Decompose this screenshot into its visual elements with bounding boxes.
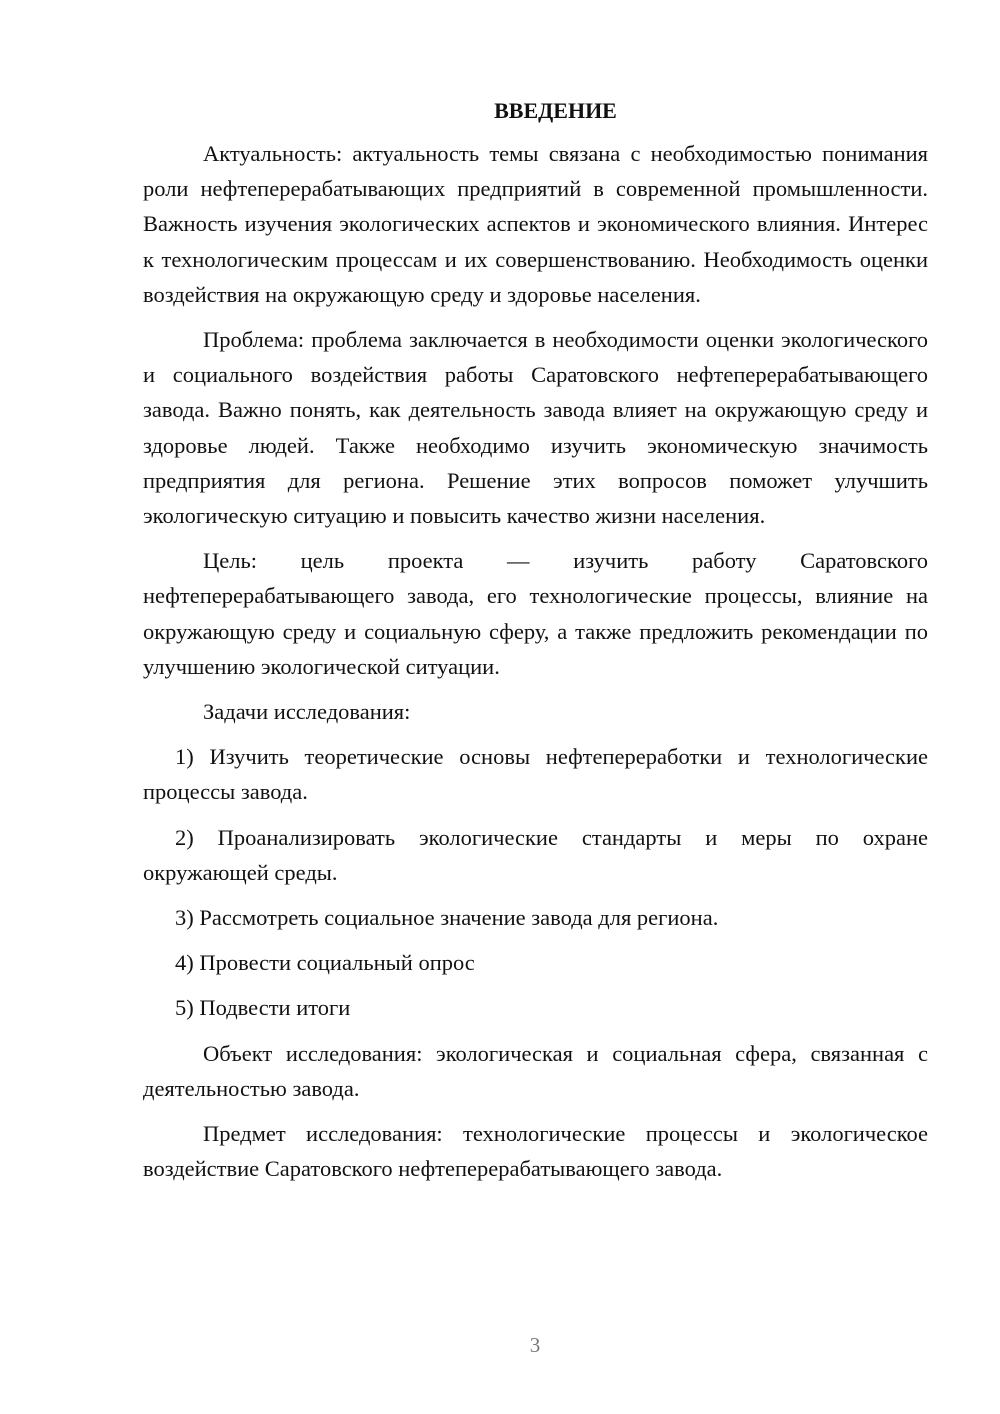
tasks-heading: Задачи исследования:	[203, 699, 411, 725]
task-item-4: 4) Провести социальный опрос	[175, 950, 475, 976]
section-title: ВВЕДЕНИЕ	[494, 98, 617, 123]
problem-paragraph: Проблема: проблема заключается в необходимости оценки экологического и социального воздействия работы Саратовского нефтеперерабатывающего завода. Важно понять, как деятельность завода влияет на окружающую среду и здоровье людей. Также необходимо изучить экономическую значимость предприятия для региона. Решение этих вопросов поможет улучшить экологическую ситуацию и повысить качество жизни населения.	[143, 327, 928, 529]
task-item-3: 3) Рассмотреть социальное значение завода для региона.	[175, 905, 719, 931]
task-item-2: 2) Проанализировать экологические стандарты и меры по охране окружающей среды.	[143, 824, 928, 885]
relevance-paragraph: Актуальность: актуальность темы связана с необходимостью понимания роли нефтеперерабатывающих предприятий в современной промышленности. Важность изучения экологических аспектов и экономического влияния. Интерес к технологическим процессам и их совершенствованию. Необходимость оценки воздействия на окружающую среду и здоровье населения.	[143, 141, 928, 307]
object-paragraph: Объект исследования: экологическая и социальная сфера, связанная с деятельностью завода.	[143, 1040, 928, 1101]
goal-paragraph: Цель: цель проекта — изучить работу Саратовского нефтеперерабатывающего завода, его технологические процессы, влияние на окружающую среду и социальную сферу, а также предложить рекомендации по улучшению экологической ситуации.	[143, 548, 928, 679]
page-number: 3	[529, 1333, 541, 1357]
task-item-1: 1) Изучить теоретические основы нефтепереработки и технологические процессы завода.	[143, 744, 928, 805]
task-item-5: 5) Подвести итоги	[175, 995, 351, 1021]
subject-paragraph: Предмет исследования: технологические процессы и экологическое воздействие Саратовского нефтеперерабатывающего завода.	[143, 1121, 928, 1182]
document-page	[143, 96, 928, 1196]
